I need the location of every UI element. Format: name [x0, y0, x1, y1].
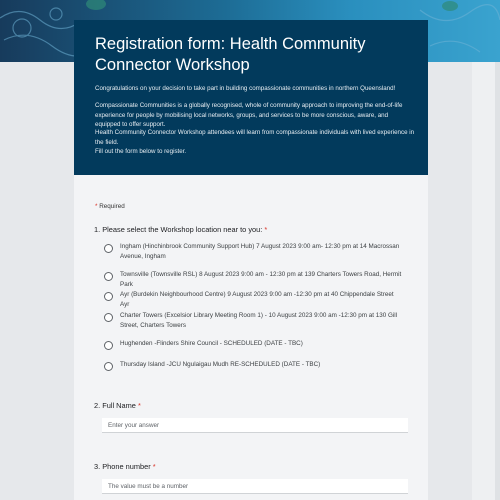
required-star: *	[137, 401, 141, 410]
question-3-title	[94, 462, 156, 471]
option-label: Ingham (Hinchinbrook Community Support Hub) 7 August 2023 9:00 am- 12:30 pm at 14 Macrossan Avenue, Ingham	[120, 243, 400, 260]
location-option[interactable]	[104, 312, 404, 331]
scrollbar[interactable]	[495, 62, 500, 500]
radio-button[interactable]	[104, 272, 113, 281]
radio-button[interactable]	[104, 341, 113, 350]
intro-paragraph: Health Community Connector Workshop attendees will learn from compassionate individuals with lived experience in the field.	[95, 129, 415, 146]
required-star: *	[95, 203, 98, 210]
full-name-placeholder: Enter your answer	[108, 421, 160, 429]
registration-form	[74, 20, 428, 500]
location-option[interactable]	[104, 271, 404, 290]
phone-number-input[interactable]	[102, 479, 408, 494]
question-1-label: 1. Please select the Workshop location near to you:	[94, 225, 263, 234]
option-label: Thursday Island -JCU Ngulaigau Mudh RE-SCHEDULED (DATE - TBC)	[120, 361, 321, 368]
required-star: *	[152, 462, 156, 471]
radio-button[interactable]	[104, 244, 113, 253]
location-option[interactable]	[104, 291, 404, 310]
required-note	[95, 203, 125, 210]
option-label: Charter Towers (Excelsior Library Meeting Room 1) - 10 August 2023 9:00 am -12:30 pm at 130 Gill Street, Charters Towers	[120, 312, 398, 329]
location-option[interactable]	[104, 361, 404, 371]
option-label: Hughenden -Flinders Shire Council - SCHEDULED (DATE - TBC)	[120, 340, 303, 347]
radio-button[interactable]	[104, 313, 113, 322]
location-option[interactable]	[104, 340, 404, 350]
required-star: *	[264, 225, 268, 234]
radio-button[interactable]	[104, 292, 113, 301]
question-3-label: 3. Phone number	[94, 462, 151, 471]
option-label: Ayr (Burdekin Neighbourhood Centre) 9 August 2023 9:00 am -12:30 pm at 40 Chippendale Street Ayr	[120, 291, 394, 308]
full-name-input[interactable]	[102, 418, 408, 433]
required-note-label: Required	[99, 203, 125, 210]
question-1-title	[94, 225, 267, 234]
form-title: Registration form: Health Community Connector Workshop	[95, 35, 366, 74]
question-2-label: 2. Full Name	[94, 401, 136, 410]
intro-paragraph: Fill out the form below to register.	[95, 148, 187, 155]
location-option[interactable]	[104, 243, 404, 262]
form-body	[74, 175, 428, 500]
intro-paragraph: Compassionate Communities is a globally recognised, whole of community approach to improving the end-of-life experience for people by mobilising local networks, groups, and services to be more conscious, aware, and equipped to offer support.	[95, 102, 403, 128]
phone-number-placeholder: The value must be a number	[108, 482, 189, 490]
radio-button[interactable]	[104, 362, 113, 371]
form-header	[74, 20, 428, 175]
option-label: Townsville (Townsville RSL) 8 August 2023 9:00 am - 12:30 pm at 139 Charters Towers Road, Hermit Park	[120, 271, 402, 288]
question-2-title	[94, 401, 141, 410]
intro-paragraph: Congratulations on your decision to take part in building compassionate communities in northern Queensland!	[95, 85, 396, 92]
